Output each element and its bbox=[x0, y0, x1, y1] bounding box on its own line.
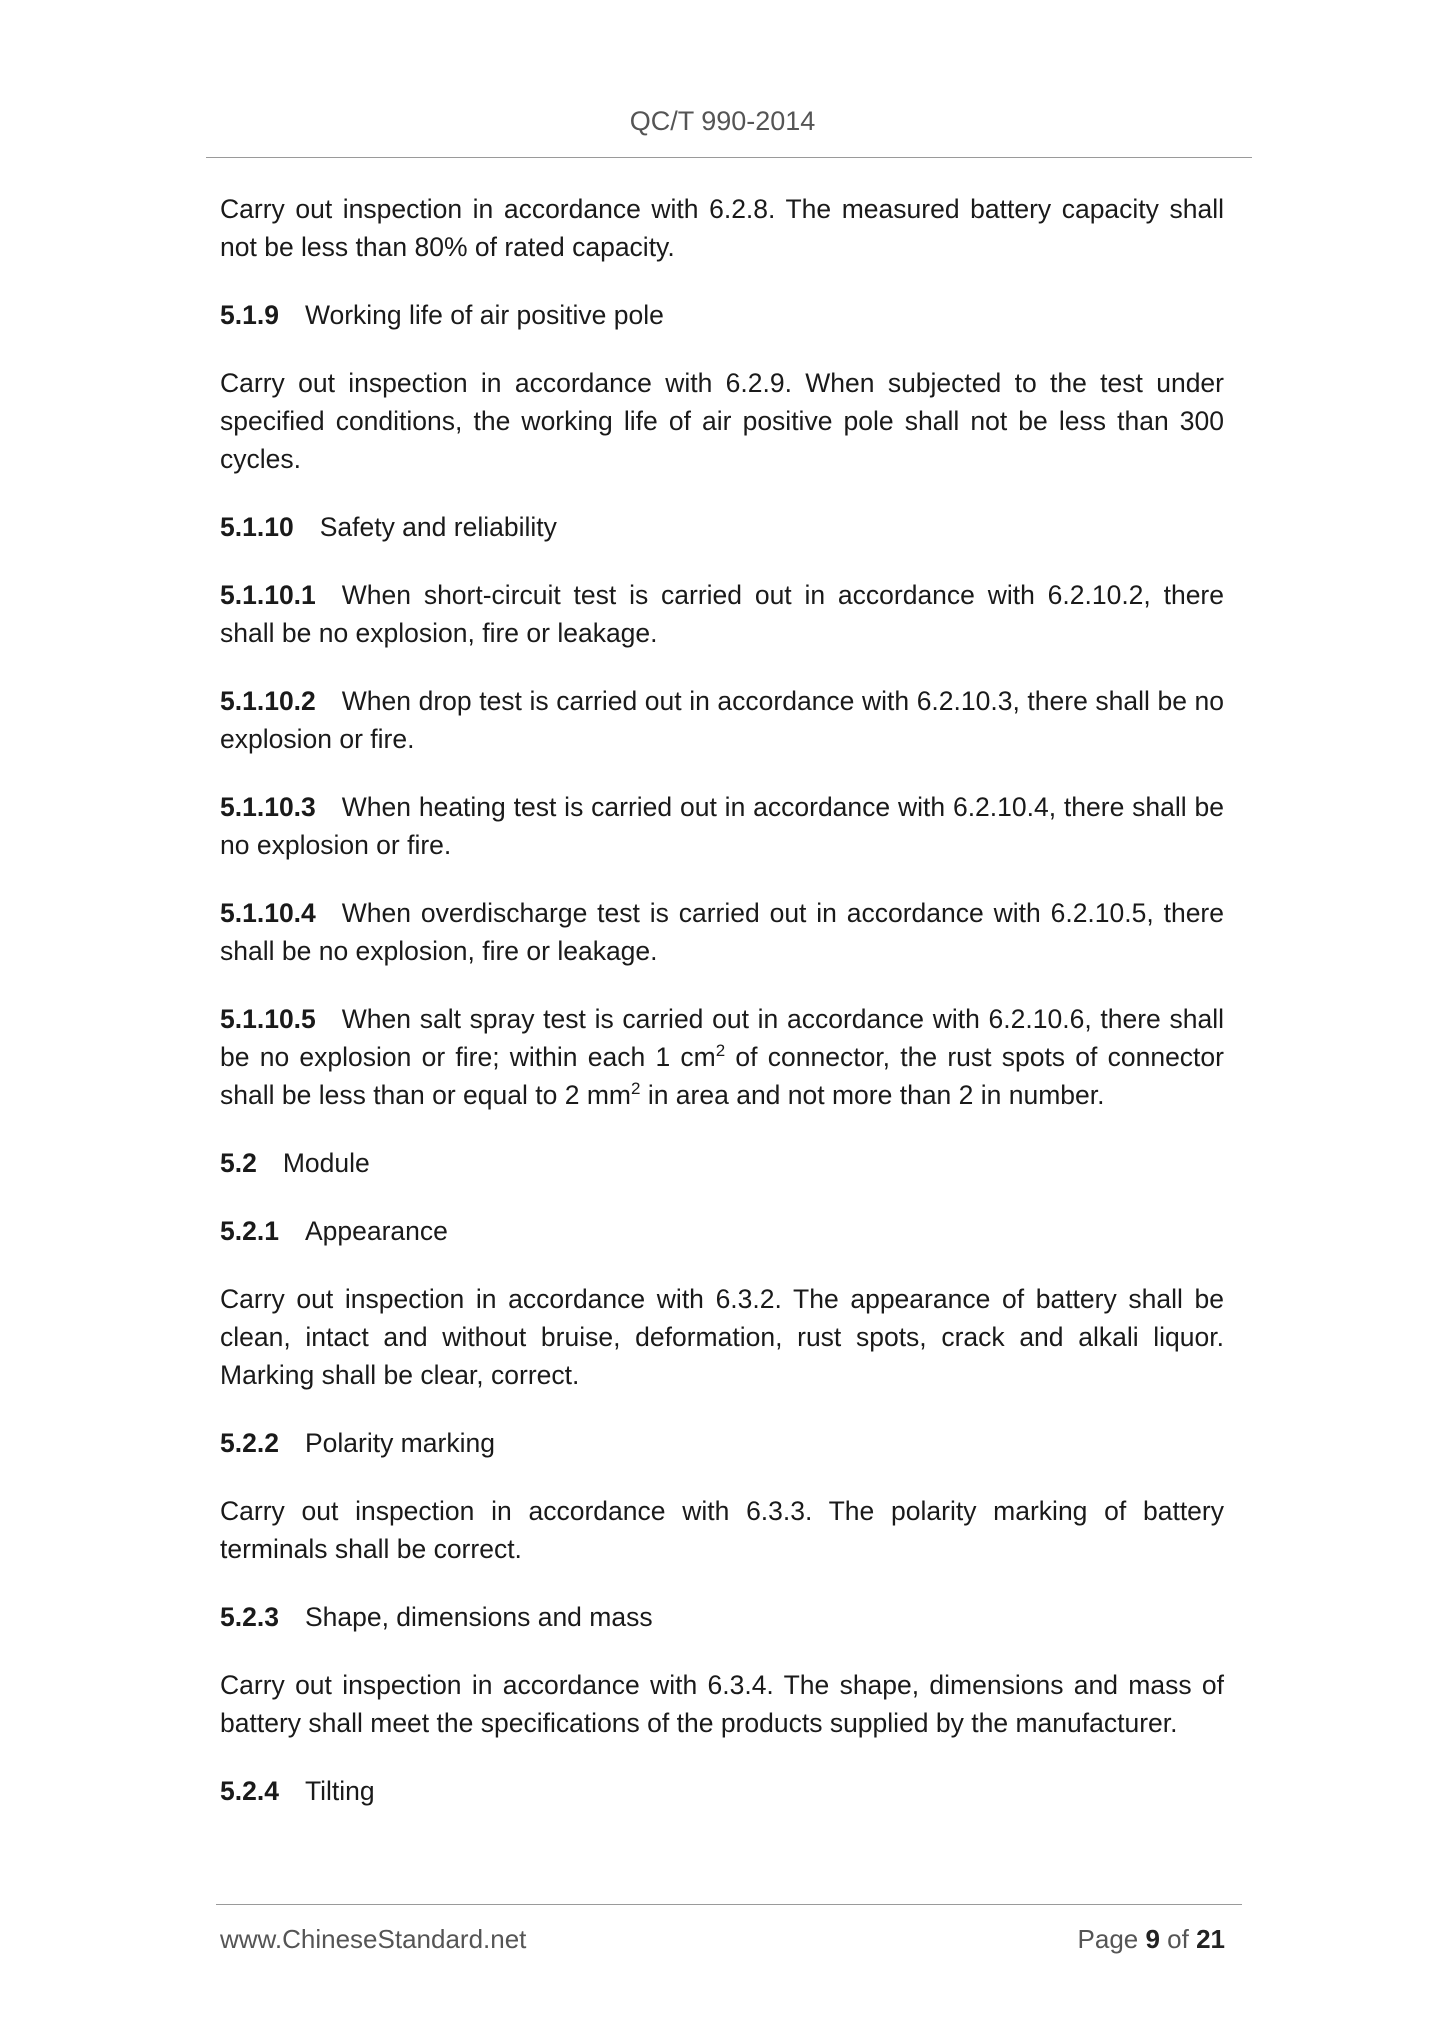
clause-text-part: of connector, the rust spots of connector shall be less than or equal to 2 mm bbox=[220, 1042, 1224, 1110]
superscript: 2 bbox=[630, 1079, 641, 1099]
clause-number: 5.1.10.2 bbox=[220, 686, 316, 716]
clause-text: When drop test is carried out in accordance with 6.2.10.3, there shall be no explosion or fire. bbox=[220, 686, 1224, 754]
header-divider bbox=[206, 157, 1252, 158]
document-body bbox=[220, 190, 1224, 1840]
section-heading-5-1-10 bbox=[220, 508, 1224, 546]
clause-5-1-10-2 bbox=[220, 682, 1224, 758]
clause-5-1-10-5 bbox=[220, 1000, 1224, 1114]
section-number: 5.1.9 bbox=[220, 300, 279, 330]
section-title: Appearance bbox=[304, 1216, 448, 1246]
section-number: 5.2.2 bbox=[220, 1428, 279, 1458]
page-prefix: Page bbox=[1077, 1924, 1146, 1954]
section-heading-5-2-2 bbox=[220, 1424, 1224, 1462]
section-heading-5-2-1 bbox=[220, 1212, 1224, 1250]
page-current: 9 bbox=[1145, 1924, 1160, 1954]
paragraph: Carry out inspection in accordance with 6.3.2. The appearance of battery shall be clean, intact and without bruise, deformation, rust spots, crack and alkali liquor. Marking shall be clear, correct. bbox=[220, 1284, 1224, 1390]
section-title: Working life of air positive pole bbox=[304, 300, 664, 330]
clause-number: 5.1.10.1 bbox=[220, 580, 316, 610]
paragraph: Carry out inspection in accordance with 6.3.3. The polarity marking of battery terminals shall be correct. bbox=[220, 1496, 1224, 1564]
clause-text-part: in area and not more than 2 in number. bbox=[640, 1080, 1105, 1110]
section-title: Module bbox=[282, 1148, 370, 1178]
section-title: Tilting bbox=[304, 1776, 375, 1806]
clause-text-part: When salt spray test is carried out in accordance with 6.2.10.6, there shall be no explosion or fire; within each 1 cm bbox=[220, 1004, 1224, 1072]
clause-5-1-10-1 bbox=[220, 576, 1224, 652]
section-number: 5.2.4 bbox=[220, 1776, 279, 1806]
section-heading-5-2-3 bbox=[220, 1598, 1224, 1636]
clause-text: When heating test is carried out in accordance with 6.2.10.4, there shall be no explosion or fire. bbox=[220, 792, 1224, 860]
clause-number: 5.1.10.3 bbox=[220, 792, 316, 822]
section-title: Polarity marking bbox=[304, 1428, 495, 1458]
section-heading-5-2-4 bbox=[220, 1772, 1224, 1810]
page-header-title: QC/T 990-2014 bbox=[629, 106, 816, 136]
section-number: 5.2.1 bbox=[220, 1216, 279, 1246]
section-number: 5.2 bbox=[220, 1148, 257, 1178]
page-total: 21 bbox=[1196, 1924, 1225, 1954]
clause-5-1-10-4 bbox=[220, 894, 1224, 970]
clause-5-1-10-3 bbox=[220, 788, 1224, 864]
clause-number: 5.1.10.4 bbox=[220, 898, 316, 928]
section-number: 5.2.3 bbox=[220, 1602, 279, 1632]
paragraph: Carry out inspection in accordance with 6.2.9. When subjected to the test under specified conditions, the working life of air positive pole shall not be less than 300 cycles. bbox=[220, 368, 1224, 474]
section-heading-5-1-9 bbox=[220, 296, 1224, 334]
clause-text: When short-circuit test is carried out in accordance with 6.2.10.2, there shall be no explosion, fire or leakage. bbox=[220, 580, 1224, 648]
section-title: Safety and reliability bbox=[319, 512, 557, 542]
paragraph: Carry out inspection in accordance with 6.3.4. The shape, dimensions and mass of battery shall meet the specifications of the products supplied by the manufacturer. bbox=[220, 1670, 1224, 1738]
section-number: 5.1.10 bbox=[220, 512, 294, 542]
section-title: Shape, dimensions and mass bbox=[304, 1602, 653, 1632]
paragraph: Carry out inspection in accordance with 6.2.8. The measured battery capacity shall not be less than 80% of rated capacity. bbox=[220, 194, 1224, 262]
clause-number: 5.1.10.5 bbox=[220, 1004, 316, 1034]
footer-website: www.ChineseStandard.net bbox=[220, 1924, 527, 1954]
superscript: 2 bbox=[715, 1041, 726, 1061]
footer-divider bbox=[216, 1904, 1242, 1905]
clause-text: When overdischarge test is carried out in accordance with 6.2.10.5, there shall be no explosion, fire or leakage. bbox=[220, 898, 1224, 966]
page-separator: of bbox=[1159, 1924, 1197, 1954]
page-indicator bbox=[1078, 1924, 1225, 1955]
section-heading-5-2 bbox=[220, 1144, 1224, 1182]
